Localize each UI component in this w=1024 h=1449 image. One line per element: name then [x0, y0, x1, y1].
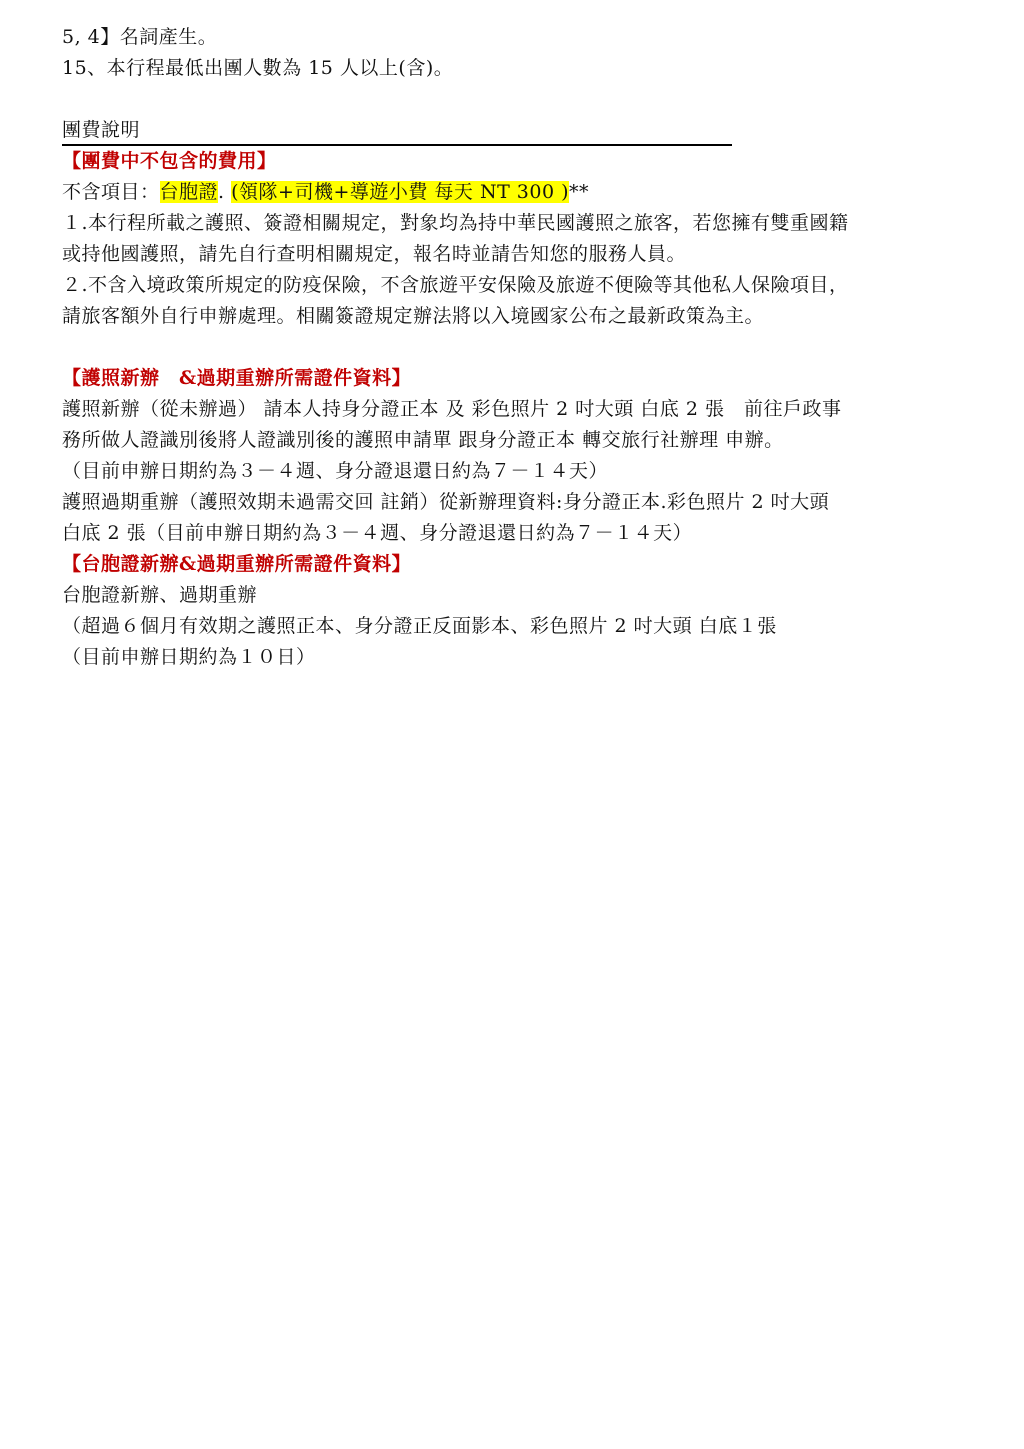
note-line: 請旅客額外自行申辦處理。相關簽證規定辦法將以入境國家公布之最新政策為主。 [62, 305, 765, 327]
document-page [62, 22, 982, 673]
note-line: １.本行程所載之護照、簽證相關規定，對象均為持中華民國護照之旅客，若您擁有雙重國籍 [62, 212, 849, 234]
fee-section-title-row [62, 115, 982, 146]
passport-line: 護照新辦（從未辦過） 請本人持身分證正本 及 彩色照片 2 吋大頭 白底 2 張 前往戶政事 [62, 398, 842, 420]
exclude-suffix: ** [569, 181, 590, 203]
exclude-label: 不含項目： [62, 181, 160, 203]
note-line: ２.不含入境政策所規定的防疫保險，不含旅遊平安保險及旅遊不便險等其他私人保險項目， [62, 274, 849, 296]
passport-heading: 【護照新辦 &過期重辦所需證件資料】 [62, 367, 412, 389]
text-line: 15、本行程最低出團人數為 15 人以上(含)。 [62, 57, 454, 79]
exclude-item-tips: (領隊+司機+導遊小費 每天 NT 300 ) [231, 181, 570, 203]
taiwan-pass-line: 台胞證新辦、過期重辦 [62, 584, 258, 606]
spacer [62, 332, 982, 363]
spacer [62, 84, 982, 115]
exclude-item-taiwan-pass: 台胞證 [159, 181, 219, 203]
exclude-separator: . [218, 181, 232, 203]
passport-line: 白底 2 張（目前申辦日期約為３－４週、身分證退還日約為７－１４天） [62, 522, 693, 544]
fee-section-title: 團費說明 [62, 117, 732, 146]
text-line: 5, 4】名詞產生。 [62, 26, 218, 48]
passport-line: 務所做人證識別後將人證識別後的護照申請單 跟身分證正本 轉交旅行社辦理 申辦。 [62, 429, 784, 451]
passport-line: 護照過期重辦（護照效期未過需交回 註銷）從新辦理資料:身分證正本.彩色照片 2 吋大頭 [62, 491, 830, 513]
passport-line: （目前申辦日期約為３－４週、身分證退還日約為７－１４天） [62, 460, 609, 482]
exclude-heading: 【團費中不包含的費用】 [62, 150, 277, 172]
taiwan-pass-line: （超過６個月有效期之護照正本、身分證正反面影本、彩色照片 2 吋大頭 白底１張 [62, 615, 777, 637]
taiwan-pass-line: （目前申辦日期約為１０日） [62, 646, 316, 668]
taiwan-pass-heading: 【台胞證新辦&過期重辦所需證件資料】 [62, 553, 412, 575]
note-line: 或持他國護照，請先自行查明相關規定，報名時並請告知您的服務人員。 [62, 243, 687, 265]
exclude-items-line [62, 177, 982, 208]
